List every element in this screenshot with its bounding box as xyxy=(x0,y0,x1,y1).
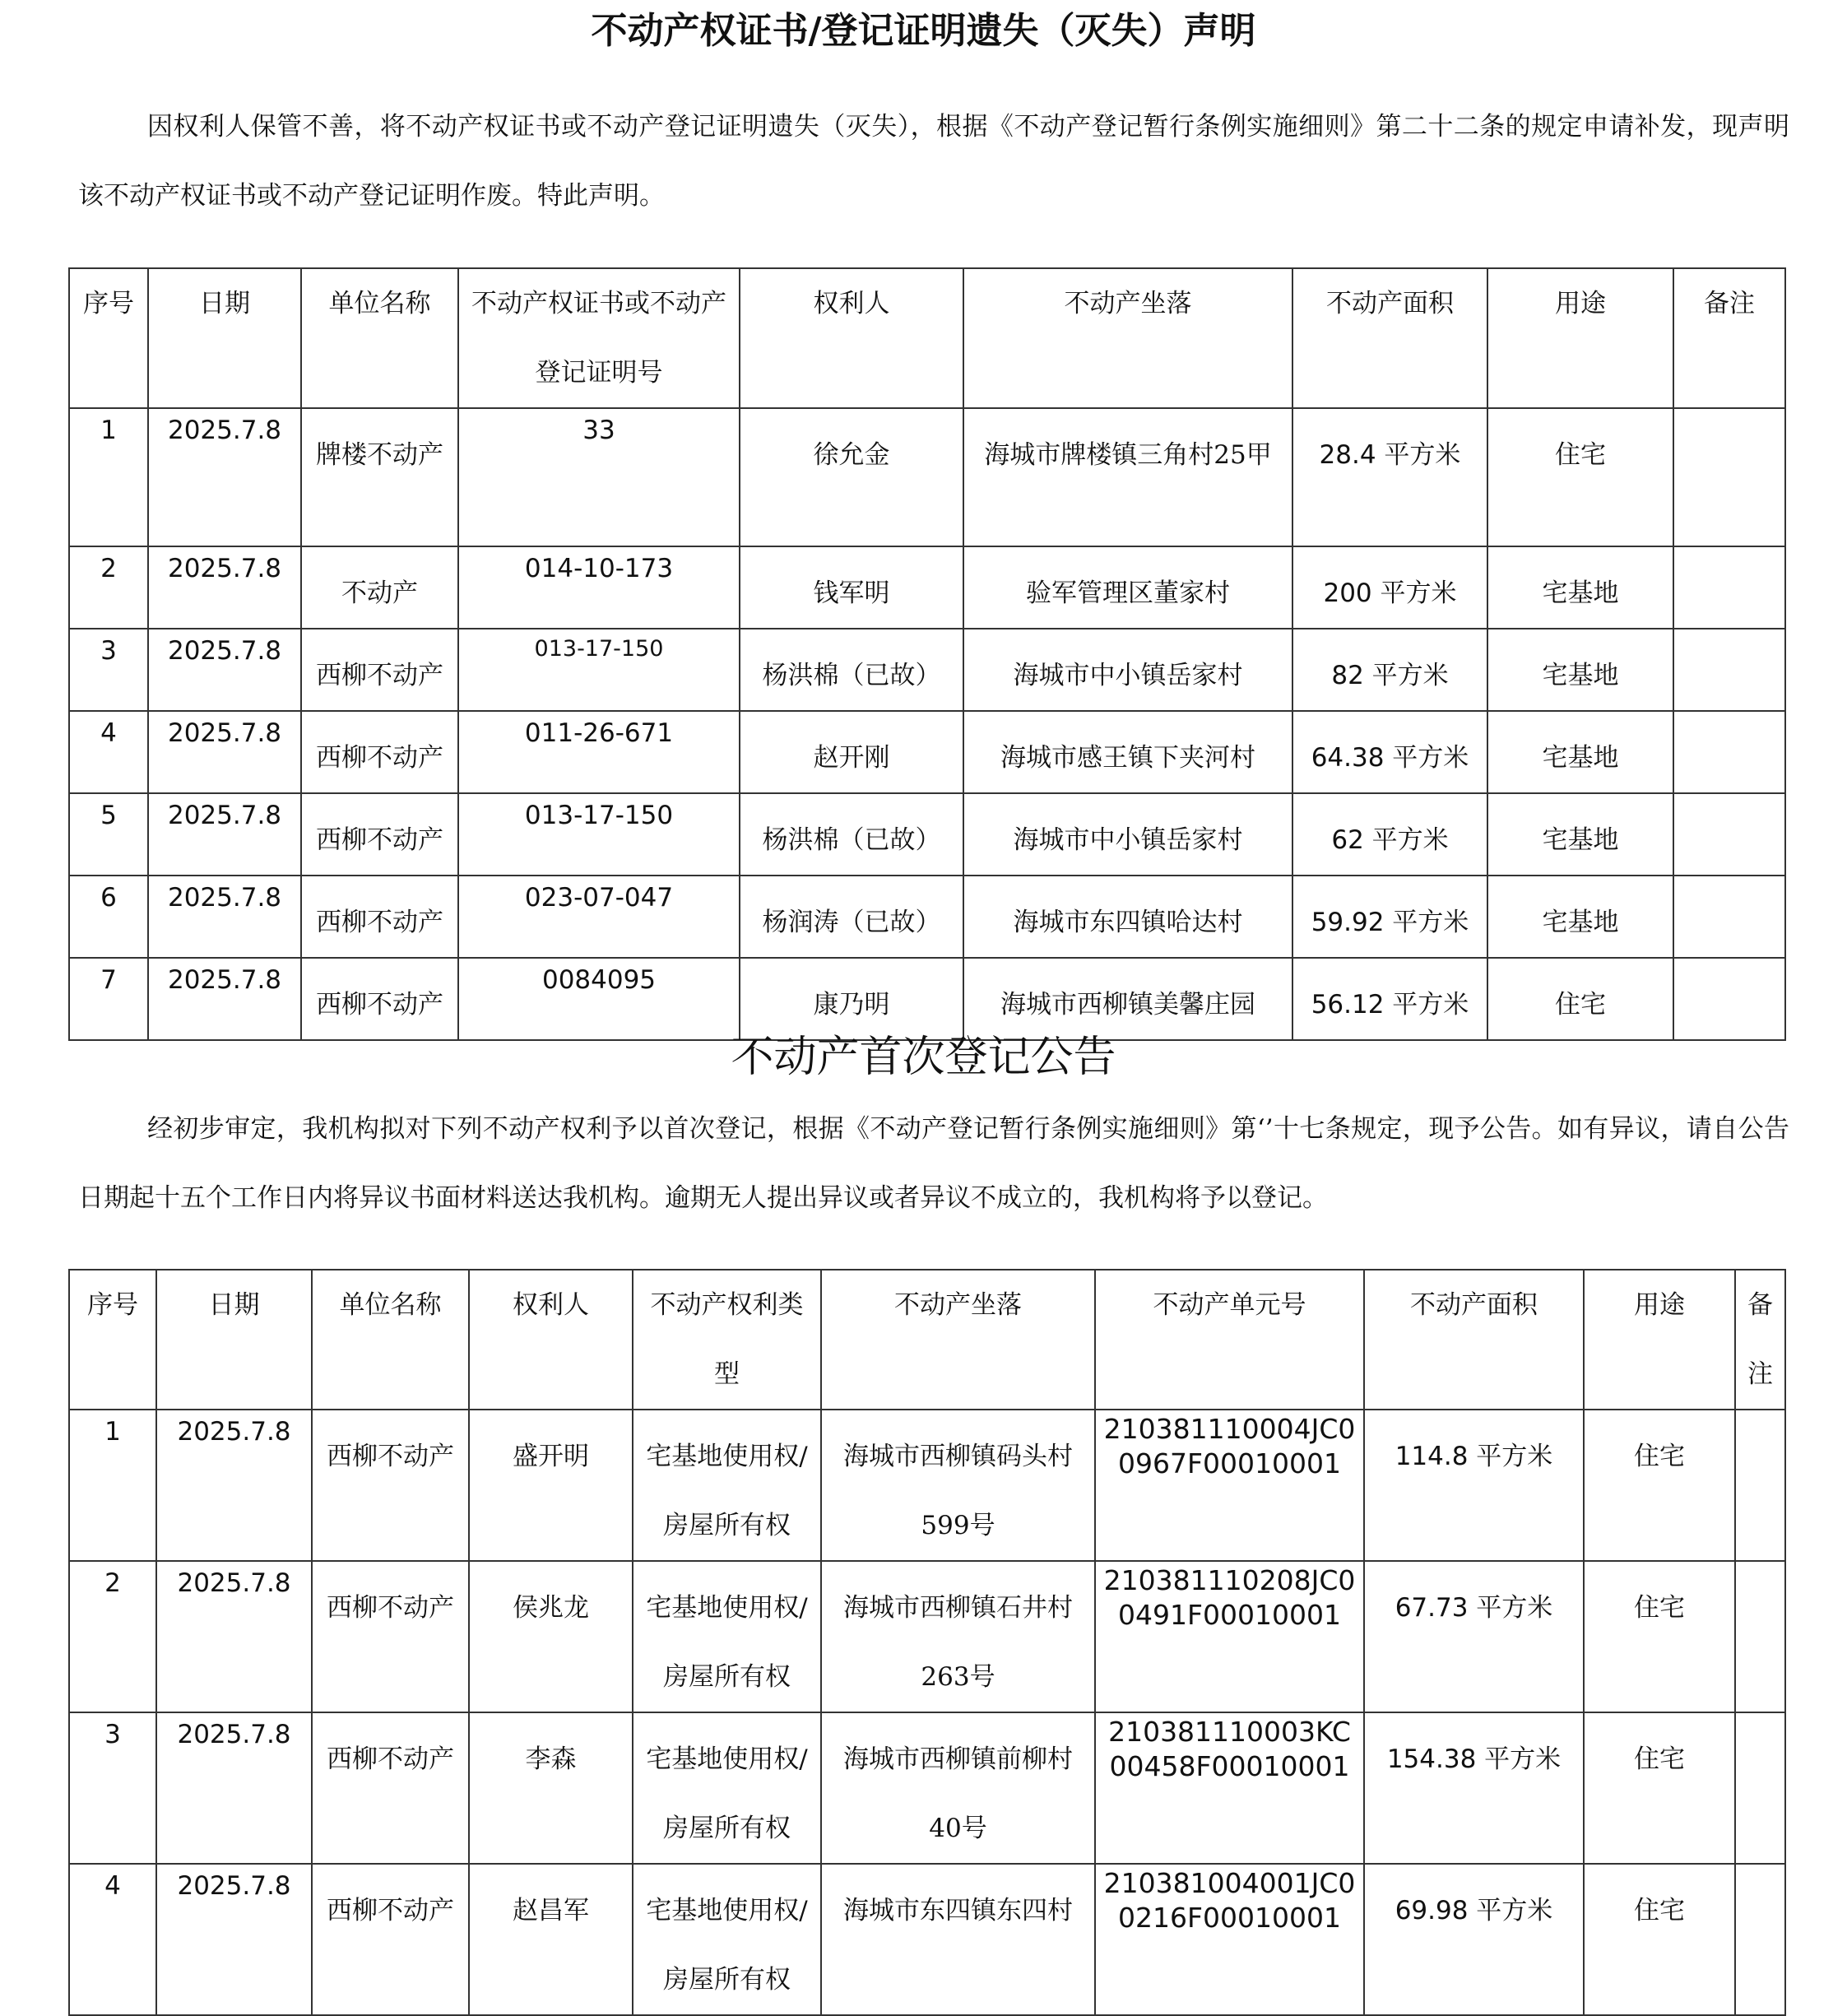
note-cell xyxy=(1735,1410,1785,1561)
table-row xyxy=(69,958,1785,1040)
area xyxy=(1370,1410,1578,1491)
cert-number: 0084095 xyxy=(541,965,657,995)
area-value: 28.4 xyxy=(1319,440,1376,470)
notice1-title: 不动产权证书/登记证明遗失（灭失）声明 xyxy=(591,10,1256,52)
row-number-cell xyxy=(69,1561,156,1712)
owner: 徐允金 xyxy=(813,440,890,470)
owner-cell xyxy=(740,958,963,1040)
note xyxy=(1679,409,1780,420)
owner-cell xyxy=(740,408,963,546)
cert-cell xyxy=(458,408,740,546)
area-value: 114.8 xyxy=(1395,1442,1469,1471)
table-row xyxy=(69,408,1785,546)
column-header xyxy=(1584,1270,1735,1410)
note xyxy=(1741,1562,1780,1573)
area-unit: 平方米 xyxy=(1363,661,1449,690)
date: 2025.7.8 xyxy=(177,1720,291,1749)
use-cell xyxy=(1487,958,1673,1040)
table-header-row xyxy=(69,268,1785,408)
note-cell xyxy=(1735,1712,1785,1864)
right-type: 宅基地使用权/房屋所有权 xyxy=(646,1593,808,1692)
unit-cell xyxy=(301,711,458,793)
cert-cell xyxy=(458,629,740,711)
note-cell xyxy=(1735,1864,1785,2015)
right-type-cell xyxy=(633,1864,821,2015)
unit-name: 西柳不动产 xyxy=(327,1593,454,1623)
area-cell xyxy=(1364,1712,1584,1864)
row-number-cell xyxy=(69,793,148,876)
header-text: 单位名称 xyxy=(339,1290,442,1320)
unit-name: 西柳不动产 xyxy=(316,990,443,1020)
column-header xyxy=(156,1270,312,1410)
area-value: 56.12 xyxy=(1311,990,1385,1020)
column-header xyxy=(633,1270,821,1410)
cert-cell xyxy=(458,958,740,1040)
row-number: 4 xyxy=(104,1871,121,1901)
unit-cell xyxy=(312,1864,469,2015)
header-text: 不动产坐落 xyxy=(1064,289,1192,318)
area-unit: 平方米 xyxy=(1363,825,1449,855)
unit-number-cell xyxy=(1095,1712,1364,1864)
owner: 赵开刚 xyxy=(813,743,890,773)
area-unit: 平方米 xyxy=(1468,1442,1553,1471)
note xyxy=(1679,547,1780,559)
use: 宅基地 xyxy=(1542,825,1619,855)
area xyxy=(1370,1562,1578,1642)
use: 住宅 xyxy=(1634,1593,1685,1623)
cert-cell xyxy=(458,793,740,876)
owner-cell xyxy=(740,876,963,958)
area-unit: 平方米 xyxy=(1384,908,1469,937)
row-number: 1 xyxy=(104,1417,121,1447)
header-text: 序号 xyxy=(83,289,134,318)
right-type: 宅基地使用权/房屋所有权 xyxy=(646,1744,808,1843)
unit-name: 西柳不动产 xyxy=(327,1442,454,1471)
date-cell xyxy=(148,876,301,958)
use: 住宅 xyxy=(1634,1744,1685,1774)
date: 2025.7.8 xyxy=(167,965,282,995)
unit-cell xyxy=(301,958,458,1040)
unit-cell xyxy=(301,408,458,546)
table-row xyxy=(69,793,1785,876)
column-header xyxy=(740,268,963,408)
row-number: 2 xyxy=(100,554,117,583)
notice2-body: 经初步审定，我机构拟对下列不动产权利予以首次登记，根据《不动产登记暂行条例实施细则》第‘’十七条规定，现予公告。如有异议，请自公告日期起十五个工作日内将异议书面材料送达我机构。逾期无人提出异议或者异议不成立的，我机构将予以登记。 xyxy=(78,1114,1789,1213)
area-unit: 平方米 xyxy=(1468,1896,1553,1925)
column-header xyxy=(1487,268,1673,408)
owner: 赵昌军 xyxy=(513,1896,589,1925)
owner: 杨洪棉（已故） xyxy=(762,825,941,855)
location-number: 40号 xyxy=(929,1814,987,1843)
table-row xyxy=(69,1561,1785,1712)
date-cell xyxy=(156,1864,312,2015)
use: 住宅 xyxy=(1634,1442,1685,1471)
area-cell xyxy=(1364,1561,1584,1712)
row-number: 4 xyxy=(100,718,117,748)
right-type-cell xyxy=(633,1410,821,1561)
area-cell xyxy=(1364,1864,1584,2015)
location-cell xyxy=(821,1410,1095,1561)
location-text: 海城市西柳镇前柳村 xyxy=(843,1744,1073,1774)
use: 宅基地 xyxy=(1542,908,1619,937)
owner: 杨润涛（已故） xyxy=(762,908,941,937)
owner-cell xyxy=(469,1561,633,1712)
row-number-cell xyxy=(69,876,148,958)
date: 2025.7.8 xyxy=(167,416,282,445)
area-cell xyxy=(1364,1410,1584,1561)
location-number: 599号 xyxy=(921,1511,995,1540)
area xyxy=(1298,794,1482,875)
row-number-cell xyxy=(69,1410,156,1561)
row-number-cell xyxy=(69,711,148,793)
column-header xyxy=(1364,1270,1584,1410)
header-text: 不动产坐落 xyxy=(894,1290,1022,1320)
unit-cell xyxy=(312,1561,469,1712)
cert-cell xyxy=(458,876,740,958)
owner: 杨洪棉（已故） xyxy=(762,661,941,690)
date: 2025.7.8 xyxy=(177,1871,291,1901)
row-number: 3 xyxy=(100,636,117,666)
location-cell xyxy=(821,1712,1095,1864)
header-text: 权利人 xyxy=(513,1290,589,1320)
right-type: 宅基地使用权/房屋所有权 xyxy=(646,1896,808,1995)
table-row xyxy=(69,711,1785,793)
area-unit: 平方米 xyxy=(1376,440,1461,470)
column-header xyxy=(1735,1270,1785,1410)
cert-number: 011-26-671 xyxy=(524,718,674,748)
date-cell xyxy=(148,793,301,876)
location-text: 海城市东四镇东四村 xyxy=(843,1896,1073,1925)
column-header xyxy=(69,1270,156,1410)
location: 海城市感王镇下夹河村 xyxy=(1000,743,1255,773)
use-cell xyxy=(1487,793,1673,876)
area-cell xyxy=(1292,408,1487,546)
date-cell xyxy=(148,711,301,793)
date-cell xyxy=(148,408,301,546)
area xyxy=(1298,876,1482,957)
note-cell xyxy=(1673,629,1785,711)
use: 宅基地 xyxy=(1542,578,1619,608)
area-value: 59.92 xyxy=(1311,908,1385,937)
header-text: 权利人 xyxy=(813,289,890,318)
row-number-cell xyxy=(69,546,148,629)
right-type-cell xyxy=(633,1561,821,1712)
right-type: 宅基地使用权/房屋所有权 xyxy=(646,1442,808,1540)
location: 海城市东四镇哈达村 xyxy=(1013,908,1243,937)
area xyxy=(1370,1865,1578,1945)
use-cell xyxy=(1487,408,1673,546)
note xyxy=(1679,876,1780,888)
owner-cell xyxy=(740,546,963,629)
unit-cell xyxy=(301,793,458,876)
unit-number: 210381110004JC00967F00010001 xyxy=(1103,1413,1356,1479)
column-header xyxy=(821,1270,1095,1410)
header-text: 单位名称 xyxy=(328,289,431,318)
area-cell xyxy=(1292,958,1487,1040)
date: 2025.7.8 xyxy=(167,883,282,913)
notice1-body: 因权利人保管不善，将不动产权证书或不动产登记证明遗失（灭失），根据《不动产登记暂行条例实施细则》第二十二条的规定申请补发，现声明该不动产权证书或不动产登记证明作废。特此声明。 xyxy=(78,112,1789,211)
note xyxy=(1679,959,1780,970)
row-number-cell xyxy=(69,408,148,546)
date: 2025.7.8 xyxy=(167,554,282,583)
location-cell xyxy=(963,546,1292,629)
area xyxy=(1298,959,1482,1039)
note-cell xyxy=(1673,546,1785,629)
date: 2025.7.8 xyxy=(167,636,282,666)
header-text: 不动产权利类型 xyxy=(650,1290,804,1389)
date-cell xyxy=(148,629,301,711)
cert-number: 33 xyxy=(582,416,615,445)
table-row xyxy=(69,1712,1785,1864)
use-cell xyxy=(1584,1712,1735,1864)
header-text: 不动产单元号 xyxy=(1153,1290,1306,1320)
unit-number-cell xyxy=(1095,1864,1364,2015)
area-value: 62 xyxy=(1331,825,1364,855)
table-row xyxy=(69,1410,1785,1561)
owner: 李森 xyxy=(525,1744,577,1774)
location-number: 263号 xyxy=(921,1662,995,1692)
column-header xyxy=(148,268,301,408)
unit-name: 西柳不动产 xyxy=(316,661,443,690)
area-unit: 平方米 xyxy=(1468,1593,1553,1623)
area-cell xyxy=(1292,711,1487,793)
date-cell xyxy=(156,1712,312,1864)
header-text: 备注 xyxy=(1704,289,1755,318)
header-text: 日期 xyxy=(199,289,250,318)
table-row xyxy=(69,546,1785,629)
column-header xyxy=(963,268,1292,408)
owner-cell xyxy=(740,629,963,711)
location xyxy=(827,1865,1089,1945)
location-cell xyxy=(963,629,1292,711)
column-header xyxy=(312,1270,469,1410)
date-cell xyxy=(156,1410,312,1561)
note-cell xyxy=(1673,958,1785,1040)
right-type-cell xyxy=(633,1712,821,1864)
location: 海城市西柳镇美馨庄园 xyxy=(1000,990,1255,1020)
note-cell xyxy=(1673,793,1785,876)
area-value: 67.73 xyxy=(1395,1593,1469,1623)
owner: 盛开明 xyxy=(513,1442,589,1471)
header-text: 用途 xyxy=(1555,289,1606,318)
header-text: 日期 xyxy=(208,1290,260,1320)
area-value: 154.38 xyxy=(1386,1744,1477,1774)
unit-number-cell xyxy=(1095,1561,1364,1712)
area xyxy=(1298,547,1482,628)
date: 2025.7.8 xyxy=(167,801,282,830)
row-number: 2 xyxy=(104,1568,121,1598)
unit-name: 西柳不动产 xyxy=(316,743,443,773)
area-value: 200 xyxy=(1323,578,1372,608)
unit-cell xyxy=(312,1410,469,1561)
header-text: 不动产面积 xyxy=(1326,289,1454,318)
header-text: 不动产面积 xyxy=(1410,1290,1538,1320)
note xyxy=(1679,794,1780,806)
table-row xyxy=(69,629,1785,711)
note xyxy=(1741,1410,1780,1422)
row-number: 3 xyxy=(104,1720,121,1749)
location-cell xyxy=(963,711,1292,793)
column-header xyxy=(301,268,458,408)
use: 宅基地 xyxy=(1542,661,1619,690)
area-value: 82 xyxy=(1331,661,1364,690)
owner: 康乃明 xyxy=(813,990,890,1020)
unit-cell xyxy=(301,629,458,711)
use-cell xyxy=(1487,876,1673,958)
area xyxy=(1298,712,1482,792)
location: 海城市中小镇岳家村 xyxy=(1013,661,1243,690)
table-header-row xyxy=(69,1270,1785,1410)
use: 宅基地 xyxy=(1542,743,1619,773)
location-text: 海城市西柳镇码头村 xyxy=(843,1442,1073,1471)
area-cell xyxy=(1292,629,1487,711)
owner: 钱军明 xyxy=(813,578,890,608)
area xyxy=(1298,629,1482,710)
column-header xyxy=(1292,268,1487,408)
use: 住宅 xyxy=(1555,440,1606,470)
area-value: 64.38 xyxy=(1311,743,1385,773)
location: 验军管理区董家村 xyxy=(1026,578,1230,608)
unit-number: 210381110208JC00491F00010001 xyxy=(1103,1564,1356,1631)
row-number: 6 xyxy=(100,883,117,913)
area-unit: 平方米 xyxy=(1476,1744,1562,1774)
location-cell xyxy=(963,876,1292,958)
lost-cert-table xyxy=(68,267,1786,1041)
column-header xyxy=(69,268,148,408)
note-cell xyxy=(1673,876,1785,958)
date-cell xyxy=(148,958,301,1040)
area-value: 69.98 xyxy=(1395,1896,1469,1925)
note xyxy=(1679,712,1780,723)
column-header xyxy=(458,268,740,408)
cert-number: 014-10-173 xyxy=(524,554,674,583)
use: 住宅 xyxy=(1555,990,1606,1020)
location-cell xyxy=(963,408,1292,546)
cert-number: 013-17-150 xyxy=(534,636,664,662)
note-cell xyxy=(1735,1561,1785,1712)
column-header xyxy=(469,1270,633,1410)
location xyxy=(827,1562,1089,1712)
unit-name: 西柳不动产 xyxy=(327,1744,454,1774)
unit-cell xyxy=(301,876,458,958)
note xyxy=(1679,629,1780,641)
owner-cell xyxy=(740,711,963,793)
use: 住宅 xyxy=(1634,1896,1685,1925)
location-cell xyxy=(963,958,1292,1040)
location xyxy=(827,1410,1089,1560)
owner-cell xyxy=(469,1712,633,1864)
unit-name: 牌楼不动产 xyxy=(316,440,443,470)
header-text: 不动产权证书或不动产登记证明号 xyxy=(471,289,726,388)
owner-cell xyxy=(740,793,963,876)
location-cell xyxy=(821,1561,1095,1712)
unit-name: 西柳不动产 xyxy=(316,825,443,855)
unit-name: 不动产 xyxy=(341,578,418,608)
unit-name: 西柳不动产 xyxy=(316,908,443,937)
unit-cell xyxy=(312,1712,469,1864)
date: 2025.7.8 xyxy=(167,718,282,748)
area-cell xyxy=(1292,546,1487,629)
area-unit: 平方米 xyxy=(1384,990,1469,1020)
notice2-title: 不动产首次登记公告 xyxy=(731,1033,1116,1082)
location-cell xyxy=(821,1864,1095,2015)
cert-cell xyxy=(458,546,740,629)
unit-number: 210381004001JC00216F00010001 xyxy=(1103,1867,1356,1934)
header-text: 序号 xyxy=(87,1290,138,1320)
use-cell xyxy=(1487,546,1673,629)
column-header xyxy=(1095,1270,1364,1410)
owner: 侯兆龙 xyxy=(513,1593,589,1623)
area xyxy=(1370,1713,1578,1794)
date: 2025.7.8 xyxy=(177,1568,291,1598)
unit-cell xyxy=(301,546,458,629)
unit-number: 210381110003KC00458F00010001 xyxy=(1108,1716,1351,1782)
table-row xyxy=(69,876,1785,958)
location: 海城市牌楼镇三角村25甲 xyxy=(984,440,1272,470)
cert-cell xyxy=(458,711,740,793)
area-cell xyxy=(1292,876,1487,958)
use-cell xyxy=(1584,1561,1735,1712)
note xyxy=(1741,1865,1780,1876)
row-number-cell xyxy=(69,1712,156,1864)
use-cell xyxy=(1487,711,1673,793)
area-unit: 平方米 xyxy=(1371,578,1457,608)
row-number-cell xyxy=(69,958,148,1040)
date-cell xyxy=(148,546,301,629)
note xyxy=(1741,1713,1780,1725)
row-number-cell xyxy=(69,1864,156,2015)
owner-cell xyxy=(469,1410,633,1561)
cert-number: 023-07-047 xyxy=(524,883,674,913)
use-cell xyxy=(1584,1410,1735,1561)
location: 海城市中小镇岳家村 xyxy=(1013,825,1243,855)
row-number: 5 xyxy=(100,801,117,830)
date: 2025.7.8 xyxy=(177,1417,291,1447)
area-cell xyxy=(1292,793,1487,876)
unit-name: 西柳不动产 xyxy=(327,1896,454,1925)
note-cell xyxy=(1673,711,1785,793)
location-text: 海城市西柳镇石井村 xyxy=(843,1593,1073,1623)
location-cell xyxy=(963,793,1292,876)
first-registration-table xyxy=(68,1269,1786,2016)
area-unit: 平方米 xyxy=(1384,743,1469,773)
location xyxy=(827,1713,1089,1863)
note-cell xyxy=(1673,408,1785,546)
table-row xyxy=(69,1864,1785,2015)
unit-number-cell xyxy=(1095,1410,1364,1561)
header-text: 备注 xyxy=(1747,1290,1773,1389)
use-cell xyxy=(1584,1864,1735,2015)
owner-cell xyxy=(469,1864,633,2015)
column-header xyxy=(1673,268,1785,408)
area xyxy=(1298,409,1482,490)
date-cell xyxy=(156,1561,312,1712)
cert-number: 013-17-150 xyxy=(524,801,674,830)
use-cell xyxy=(1487,629,1673,711)
header-text: 用途 xyxy=(1634,1290,1685,1320)
row-number: 1 xyxy=(100,416,117,445)
row-number-cell xyxy=(69,629,148,711)
row-number: 7 xyxy=(100,965,117,995)
